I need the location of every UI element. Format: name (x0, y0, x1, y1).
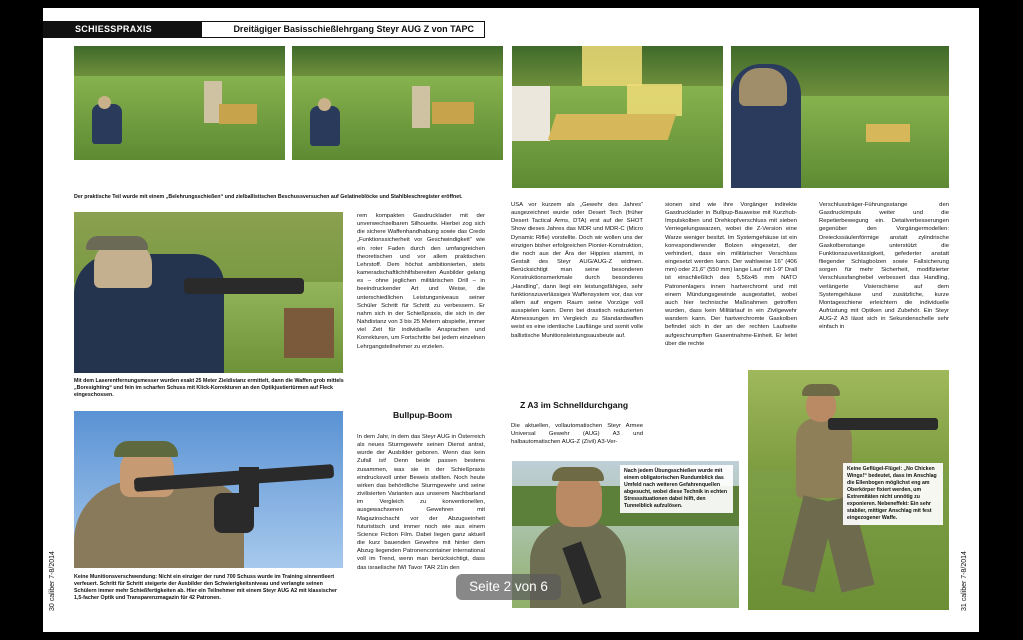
photo-shooter-bench-1 (74, 46, 285, 160)
text-column-4 (819, 201, 949, 332)
text-column-2b (511, 422, 643, 446)
photo-shooter-closeup (731, 46, 949, 188)
photo-gelatin-blocks (512, 46, 723, 188)
article-title: Dreitägiger Basisschießlehrgang Steyr AUG Z von TAPC (201, 21, 485, 38)
section-label: SCHIESSPRAXIS (43, 21, 201, 38)
text-column-1-para-1: rem kompakten Gasdrucklader mit der unverwechselbaren Silhouette. Hierbei zog sich die sichere Waffenhandhabung sowie das Credo „Funktionssicherheit vor Geschwindigkeit“ wie ein roter Faden durch den umfangreichen theoretischen und vor allem praktischen Lehrstoff. Dem höchst ambitionierten, stets kameradschaftlichhilfsbereiten Ausbilder gelang es – ohne jeglichen militärischen Drill – in beeindruckender Art und Weise, die unterschiedlichen Leistungsniveaus seiner Schüler Schritt für Schritt zu verbessern. Er nahm sich in der Schießpraxis, die sich in der Nahdistanz von 3 bis 25 Metern abspielte, immer viel Zeit für individuelle Ansprachen und Korrekturen, um Fortschritte bei jedem einzelnen Lehrgangsteilnehmer zu erzielen. (357, 213, 485, 350)
caption-top: Der praktische Teil wurde mit einem „Belehrungsschießen“ und zielballistischen Beschussversuchen auf Gelatineblöcke und Stahlbleschregister eröffnet. (74, 194, 463, 200)
caption-inset-center: Nach jedem Übungsschießen wurde mit einem obligatorischen Rundumblick das Umfeld nach weiteren Gefahrenquellen abgesucht, wobei diese Technik in echten Stresssituationen dabei hilft, den Tunnelblick aufzulösen. (620, 465, 733, 513)
page-indicator: Seite 2 von 6 (456, 574, 561, 600)
text-column-3 (665, 201, 797, 348)
text-column-1b (357, 433, 485, 572)
subheading-z-a3: Z A3 im Schnelldurchgang (520, 400, 629, 410)
caption-inset-right: Keine Geflügel-Flügel: „No Chicken Wings!“ bedeutet, dass im Anschlag die Ellenbogen möglichst eng am Oberkörper fixiert werden, um Extremitäten nicht unnötig zu exponieren. Nebeneffekt: Ein sehr stabiler, mittiger Anschlag mit fest eingezogener Waffe. (843, 463, 943, 525)
magazine-spread[interactable] (43, 8, 979, 632)
photo-shooter-bench-2 (292, 46, 503, 160)
text-column-1 (357, 212, 485, 351)
caption-mid-left: Mit dem Laserentfernungsmesser wurden exakt 25 Meter Zieldistanz ermittelt, dann die Waffen grob mittels „Boresighting“ und fein im scharfen Schuss mit Klick-Korrekturen an den Optikjustiertürmen auf Fleck eingeschossen. (74, 378, 344, 398)
page-number-left: 30 caliber 7-8/2014 (49, 551, 56, 611)
text-column-1-para-2: In dem Jahr, in dem das Steyr AUG in Österreich als neues Sturmgewehr seinen Dienst antrat, wurde der Ausbilder geboren. Wenn das kein Zufall ist! Denn beide passen bestens zusammen, was sie in der Schießpraxis eindrucksvoll unter Beweis stellten. Noch heute wirken das behördliche Sturmgewehr und seine zivilisierten Varianten aus unserem Nachbarland im Vergleich zu konventionellen, ausgewachsenen Gewehren mit Magazinschacht vor der Abzugseinheit futuristisch und immer noch wie aus einem Science Fiction Film. Dabei liegen ganz aktuell die kurz bauenden Gewehre mit hinter dem Abzug liegenden Patronencontainer international voll im Trend, wenn man berücksichtigt, dass das israelische IWI Tavor TAR 21in den (357, 434, 485, 571)
text-column-2-para-2: Die aktuellen, vollautomatischen Steyr Armee Universal Gewehr (AUG) A3 und halbautomatischen AUG-Z (Zivil) A3-Ver- (511, 423, 643, 446)
page-number-right: 31 caliber 7-8/2014 (961, 551, 968, 611)
subheading-bullpup-boom: Bullpup-Boom (393, 410, 453, 420)
text-column-4-para-1: Verschlussträger-Führungsstange den Gasdruckimpuls weiter und die Repetierbewegung ein. Detailverbesserungen gegenüber den Vorgängermodellen: Dreieckssäulenförmige anstatt zylindrische Gaskolbenstange unterstützt die Funktionszuverlässigkeit, gefederter anstatt fliegender Schlagbolzen sowie Fallsicherung sorgen für mehr Sicherheit, modifizierter Verschlussfanghebel verbessert das Handling, verlängerte Visierschiene auf dem Systemgehäuse und zusätzliche, kurze Montageschiene erleichtern die individuelle Aufrüstung mit Optiken und Zubehör. Ein Steyr AUG-Z A3 lässt sich in Sekundenschelle sehr einfach in (819, 202, 949, 331)
text-column-3-para-1: sionen sind wie ihre Vorgänger indirekte Gasdrucklader in Bullpup-Bauweise mit Kurzhub-Impulskolben und Drehkopfverschluss mit sieben Verriegelungswarzen, wobei die Z-Version eine Warze weniger besitzt. Im Systemgehäuse ist ein korrespondierender Bolzen eingesetzt, der verhindert, dass ein militärischer Verschluss eingesetzt werden kann. Der wahlweise 16" (406 mm) oder 21,6" (550 mm) lange Lauf mit 1-9" Drall ist einschließlich des 5,56x45 mm NATO Patronenlagers innen hartverchromt und mit einem Mündungsgewinde ausgestattet, wobei auch hier technische Maßnahmen getroffen wurden, dass kein Militärlauf in ein Zivilgewehr wandern kann. Der hartverchromte Gaskolben befindet sich in der an der rechten Laufseite aufgeschrumpften Gasentnahme-Einheit. Er leitet über die rechte (665, 202, 797, 347)
photo-rangefinder (74, 212, 343, 373)
caption-bottom-left: Keine Munitionsverschwendung: Nicht ein einziger der rund 700 Schuss wurde im Training sinnentleert verfeuert. Schritt für Schritt steigerte der Ausbilder den Schwierigkeitsniveau und verlangte seinen Schülern immer mehr Schießfertigkeiten ab. Hier ein Teilnehmer mit einem Steyr AUG A2 mit klassischer 1,5-facher Optik und Transparenzmagazin für 42 Patronen. (74, 574, 337, 601)
text-column-2-para-1: USA vor kurzem als „Gewehr des Jahres“ ausgezeichnet wurde oder Desert Tech (früher Desert Tactical Arms, DTA) erst auf der SHOT Show dieses Jahres das MDR und MDR-C (Micro Dynamic Rifle) vorstellte. Doch wir wollen uns der einzigen bisher erfolgreichen Pionier-Konstruktion, die noch aus der Ära der Hippies stammt, in Gestalt des Steyr AUG/AUG-Z widmen. Berücksichtigt man seine besonderen Konstruktionsmerkmale durch besonderes „Handling“, dann liegt ein leistungsfähiges, sehr funktionszuverlässiges Waffensystem vor, das vor allem auf engem Raum seine Vorzüge voll ausspielen kann. Denn bei drastisch reduzierten Abmessungen im Vergleich zu Standardwaffen weist es eine identische Lauflänge und somit volle ballistische Munitionsleistungsausbeute auf. (511, 202, 643, 339)
photo-aug-a2-shooter (74, 411, 343, 568)
text-column-2 (511, 201, 643, 340)
